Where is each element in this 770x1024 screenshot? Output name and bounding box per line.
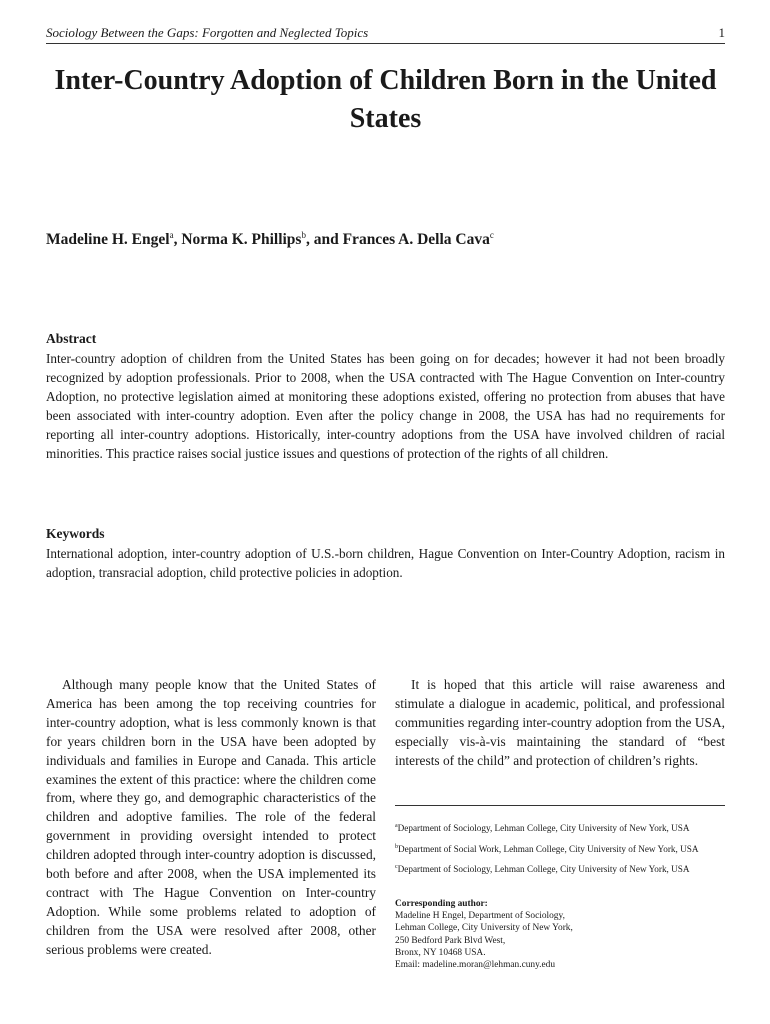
footnote-mark: c: [395, 864, 398, 870]
abstract-text: Inter-country adoption of children from the United States has been going on for decades; however it had not been broadly recognized by adoption professionals. Prior to 2008, when the USA contracted with The Hague Convention on Inter-country Adoption, no protective legislation aimed at monitoring these adoptions existed, offering no protection from abuses that have been associated with inter-country adoption. Even after the policy change in 2008, the USA has had no requirements for reporting all inter-country adoptions. Historically, inter-country adoptions from the USA have involved children of racial minorities. This practice raises social justice issues and questions of protection of the rights of all children.: [46, 351, 725, 461]
affiliation-mark: a: [169, 230, 174, 240]
page: [46, 0, 725, 1024]
article-title: Inter-Country Adoption of Children Born in the United States: [54, 65, 717, 134]
body-left-column: Although many people know that the United States of America has been among the top receiving countries for inter-country adoption, what is less commonly known is that for years children born in the USA have been adopted by individuals and families in Europe and Canada. This article examines the extent of this practice: where the children come from, where they go, and demographic characteristics of the children and adoptive families. The role of the federal government in providing oversight intended to protect children adopted through inter-country adoption is discussed, both before and after 2008, when the USA implemented its contract with The Hague Convention on Inter-country Adoption. While some problems related to adoption of children from the USA were resolved after 2008, other serious problems were created.: [46, 677, 376, 957]
keywords-text: International adoption, inter-country adoption of U.S.-born children, Hague Convention on Inter-Country Adoption, racism in adoption, transracial adoption, child protective policies in adoption.: [46, 546, 725, 580]
corresponding-author-label: Corresponding author:: [395, 899, 488, 909]
page-number: 1: [718, 25, 725, 40]
corresponding-author-line: Lehman College, City University of New York,: [395, 923, 573, 934]
affiliation-mark: b: [301, 230, 306, 240]
author-name: Frances A. Della Cava: [342, 231, 490, 249]
footnote-mark: a: [395, 823, 398, 829]
footnote-mark: b: [395, 844, 398, 850]
author-name: Norma K. Phillips: [181, 231, 302, 249]
footnote-text: Department of Sociology, Lehman College, City University of New York, USA: [397, 823, 690, 834]
body-right-column: It is hoped that this article will raise awareness and stimulate a dialogue in academic, political, and professional communities regarding inter-country adoption from the USA, especially vis-à-vis maintaining the standard of “best interests of the child” and protection of children’s rights.: [395, 677, 725, 768]
corresponding-author: [395, 898, 573, 971]
corresponding-author-line: Madeline H Engel, Department of Sociology,: [395, 911, 565, 922]
corresponding-author-line: 250 Bedford Park Blvd West,: [395, 935, 506, 946]
author-separator: ,: [173, 231, 182, 249]
running-head: [46, 25, 725, 44]
footnote-text: Department of Sociology, Lehman College, City University of New York, USA: [397, 864, 690, 875]
author-separator: , and: [305, 231, 343, 249]
keywords-heading: Keywords: [46, 526, 105, 541]
corresponding-author-line: Bronx, NY 10468 USA.: [395, 947, 486, 958]
footnote-c: [395, 861, 690, 875]
author-list: [46, 230, 494, 249]
corresponding-author-email[interactable]: Email: madeline.moran@lehman.cuny.edu: [395, 960, 556, 971]
abstract-heading: Abstract: [46, 331, 97, 346]
footnote-text: Department of Social Work, Lehman College, City University of New York, USA: [398, 844, 699, 855]
author-name: Madeline H. Engel: [46, 231, 170, 249]
journal-title: Sociology Between the Gaps: Forgotten and Neglected Topics: [46, 25, 369, 40]
footnote-divider: [395, 805, 725, 806]
affiliation-mark: c: [489, 230, 494, 240]
footnote-b: [395, 841, 698, 855]
footnote-a: [395, 820, 690, 834]
